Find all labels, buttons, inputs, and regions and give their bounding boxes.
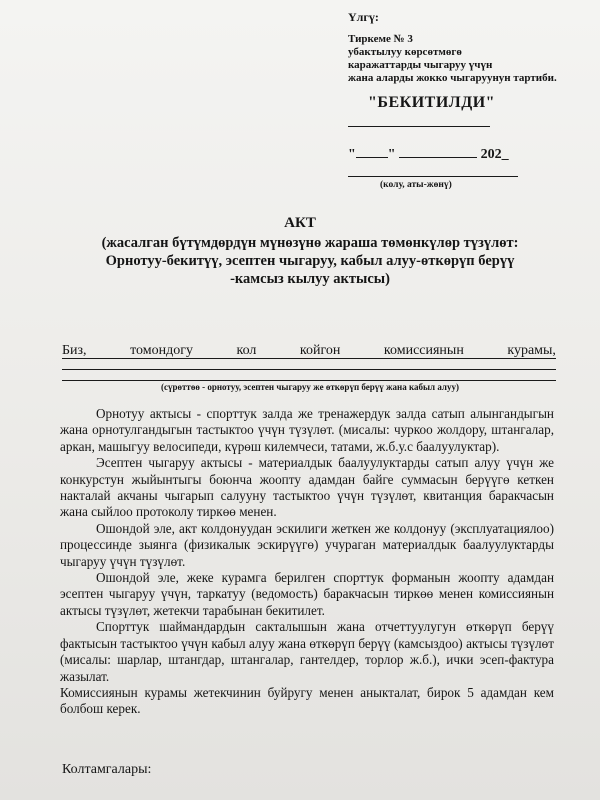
approved-heading: "БЕКИТИЛДИ" [368,94,496,111]
body-paragraph: Эсептен чыгаруу актысы - материалдык баалуулуктарды сатып алуу үчүн же конкурстун жыйынтыгы боюнча жоопту адамдан байге суммасын берүүгө кеткен накталай акчаны чыгарып салууну тастыктоо үчүн түзүлөт, квитанция баракчасын жана сыйлоо протоколу тиркөө менен. [60,455,554,520]
members-line-1 [62,358,556,359]
body-paragraph: Спорттук шаймандардын сакталышын жана отчеттуулугун өткөрүп берүү фактысын тастыктоо үчүн кабыл алуу жана өткөрүп берүү (камсыздоо) актысы түзүлөт (мисалы: шарлар, штангдар, штангалар, гантелдер, торлор ж.б.), ички эсеп-фактура жазылат. [60,619,554,684]
closing-paragraph: Комиссиянын курамы жетекчинин буйругу менен аныкталат, бирок 5 адамдан кем болбош керек. [60,684,554,717]
sample-label: Үлгү: [348,10,379,24]
year-label: 202_ [480,147,509,162]
subtitle-line: Орнотуу-бекитүү, эсептен чыгаруу, кабыл алуу-өткөрүп берүү [105,253,515,269]
commission-word: Биз, [62,343,87,358]
members-caption: (сүрөттөө - орнотуу, эсептен чыгаруу же өткөрүп берүү жана кабыл алуу) [161,382,459,392]
signer-line [348,176,518,177]
signer-caption: (колу, аты-жөнү) [380,180,452,190]
document-title: АКТ [284,215,316,231]
body-paragraph: Ошондой эле, акт колдонуудан эскилиги жеткен же колдонуу (эксплуатациялоо) процессинде зыянга (физикалык эскирүүгө) учураган материалдык баалуулуктарды чыгаруу үчүн түзүлөт. [60,520,554,569]
document-subtitle [80,234,540,288]
document-body [60,406,554,718]
commission-intro [62,343,556,359]
members-line-2 [62,369,556,370]
subtitle-line: -камсыз кылуу актысы) [230,271,390,287]
subtitle-line: (жасалган бүтүмдөрдүн мүнөзүнө жараша төмөнкүлөр түзүлөт: [101,235,519,251]
members-line-3 [62,380,556,381]
commission-word: койгон [299,343,341,358]
appendix-line: жана аларды жокко чыгаруунун тартиби. [348,72,557,84]
commission-word: томондогу [130,343,193,358]
body-paragraph: Орнотуу актысы - спорттук залда же тренажердук залда сатып алынгандыгын жана орнотулгандыгын тастыктоо үчүн түзүлөт. (мисалы: чуркоо жолдору, штангалар, аркан, машыгуу велосипеди, күрөш килемчеси, татами, ж.б.у.с баалуулуктар). [60,406,554,454]
month-blank [399,143,477,158]
approver-position-line [348,126,490,127]
body-paragraph: Ошондой эле, жеке курамга берилген спорттук форманын жоопту адамдан эсептен чыгаруу үчүн, таркатуу (ведомость) баракчасын тиркөө менен комиссиянын актысы түзүлөт, жетекчи тарабынан бекитилет. [60,570,554,618]
commission-word: комиссиянын [383,343,464,358]
appendix-note [348,33,557,85]
approval-date [348,143,509,163]
appendix-line: каражаттарды чыгаруу үчүн [348,59,493,71]
commission-word: кол [236,343,257,358]
date-open-quote: " [348,147,356,162]
appendix-line: убактылуу көрсөтмөгө [348,46,462,58]
signatures-label: Колтамгалары: [62,762,152,777]
date-close-quote: " [387,147,396,162]
day-blank [356,143,388,158]
appendix-line: Тиркеме № 3 [348,33,413,45]
commission-word: курамы, [507,343,556,358]
